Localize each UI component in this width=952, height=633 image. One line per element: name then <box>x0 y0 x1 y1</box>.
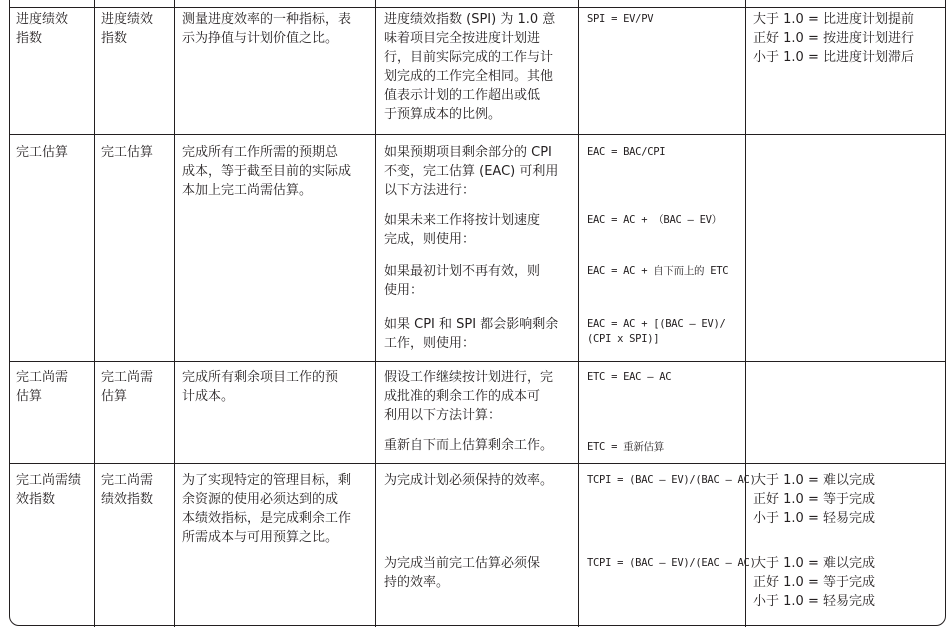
interpretation-cell: 大于 1.0 = 难以完成 正好 1.0 = 等于完成 小于 1.0 = 轻易完成 <box>753 556 875 609</box>
usage-cell: 如果最初计划不再有效，则 使用： <box>384 264 541 298</box>
usage-cell: 假设工作继续按计划进行，完 成批准的剩余工作的成本可 利用以下方法计算： <box>384 370 554 423</box>
description-cell: 完成所有剩余项目工作的预 计成本。 <box>182 370 339 404</box>
formula-cell: TCPI = (BAC – EV)/(EAC – AC) <box>587 557 756 569</box>
formula-cell: ETC = EAC – AC <box>587 371 672 383</box>
usage-cell: 重新自下而上估算剩余工作。 <box>384 438 554 453</box>
abbr-cell: 完工尚需 估算 <box>101 370 154 404</box>
term-cell: 进度绩效 指数 <box>16 12 69 46</box>
formula-cell: EAC = AC + （BAC – EV） <box>587 214 722 226</box>
usage-cell: 进度绩效指数 (SPI) 为 1.0 意 味着项目完全按进度计划进 行，目前实际完成的工作与计 划完成的工作完全相同。其他 值表示计划的工作超出或低 于预算成本的比例。 <box>384 12 556 122</box>
row-divider <box>9 463 946 464</box>
formula-cell: ETC = 重新估算 <box>587 441 664 453</box>
usage-cell: 为完成当前完工估算必须保 持的效率。 <box>384 556 541 590</box>
abbr-cell: 完工尚需 绩效指数 <box>101 473 154 507</box>
row-divider <box>9 361 946 362</box>
interpretation-cell: 大于 1.0 = 比进度计划提前 正好 1.0 = 按进度计划进行 小于 1.0 = 比进度计划滞后 <box>753 12 914 65</box>
term-cell: 完工估算 <box>16 145 69 160</box>
column-divider <box>174 0 175 627</box>
usage-cell: 如果预期项目剩余部分的 CPI 不变，完工估算 (EAC) 可利用 以下方法进行： <box>384 145 559 198</box>
description-cell: 测量进度效率的一种指标，表 示为挣值与计划价值之比。 <box>182 12 352 46</box>
formula-cell: TCPI = (BAC – EV)/(BAC – AC) <box>587 474 756 486</box>
column-divider <box>745 0 746 627</box>
row-divider <box>9 7 946 8</box>
column-divider <box>578 0 579 627</box>
term-cell: 完工尚需 估算 <box>16 370 69 404</box>
row-divider <box>9 134 946 135</box>
interpretation-cell: 大于 1.0 = 难以完成 正好 1.0 = 等于完成 小于 1.0 = 轻易完成 <box>753 473 875 526</box>
column-divider <box>375 0 376 627</box>
usage-cell: 如果 CPI 和 SPI 都会影响剩余 工作，则使用： <box>384 317 559 351</box>
formula-cell: EAC = BAC/CPI <box>587 146 666 158</box>
usage-cell: 如果未来工作将按计划速度 完成，则使用： <box>384 213 541 247</box>
abbr-cell: 完工估算 <box>101 145 154 160</box>
formula-cell: SPI = EV/PV <box>587 13 654 25</box>
column-divider <box>94 0 95 627</box>
usage-cell: 为完成计划必须保持的效率。 <box>384 473 554 488</box>
formula-cell: EAC = AC + [(BAC – EV)/ (CPI x SPI)] <box>587 318 726 345</box>
description-cell: 为了实现特定的管理目标，剩 余资源的使用必须达到的成 本绩效指标，是完成剩余工作 所需成本与可用预算之比。 <box>182 473 352 545</box>
term-cell: 完工尚需绩 效指数 <box>16 473 82 507</box>
formula-cell: EAC = AC + 自下而上的 ETC <box>587 265 729 277</box>
abbr-cell: 进度绩效 指数 <box>101 12 154 46</box>
description-cell: 完成所有工作所需的预期总 成本，等于截至目前的实际成 本加上完工尚需估算。 <box>182 145 352 198</box>
